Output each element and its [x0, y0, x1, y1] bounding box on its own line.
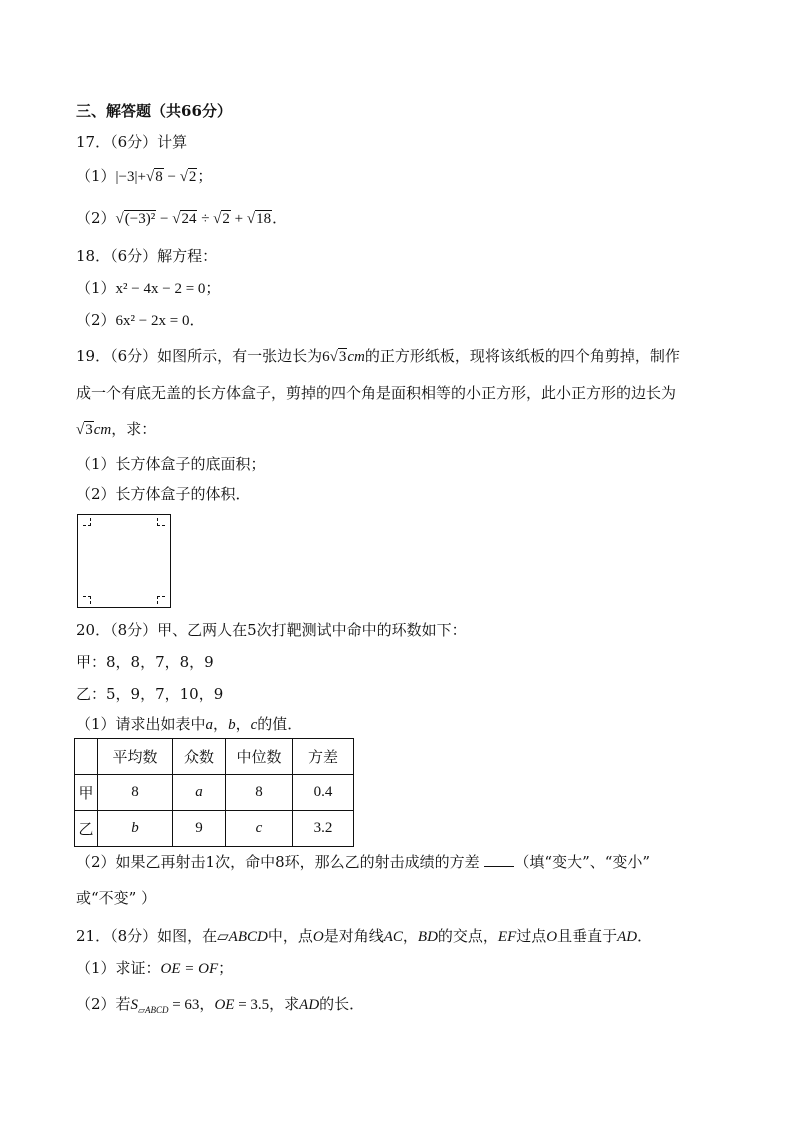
q19-line3 [76, 419, 156, 440]
q17-part1 [76, 166, 212, 187]
sqrt-sign: √ [115, 211, 124, 227]
table-cell: c [226, 811, 293, 847]
corner-cut-mark [157, 518, 165, 526]
punct: ； [218, 959, 234, 977]
punct: ， [235, 715, 251, 733]
text: 是对角线 [323, 927, 384, 945]
part-label: （2） [76, 311, 116, 329]
text: （填“变大”、“变小” [514, 853, 651, 871]
table-header-row [75, 739, 354, 775]
math-expr: = 63， [168, 997, 215, 1013]
segment-label: AD [617, 929, 638, 945]
text: 过点 [516, 927, 547, 945]
text: 的值． [257, 715, 303, 733]
q21-part2 [76, 994, 364, 1020]
q19-line1 [76, 346, 680, 367]
q18-part1 [76, 278, 220, 299]
corner-cut-mark [157, 596, 165, 604]
sqrt-sign: √ [329, 349, 338, 365]
q19-part2: （2）长方体盒子的体积． [76, 485, 251, 503]
operator: − [163, 169, 180, 185]
text: ， [402, 927, 418, 945]
table-cell: b [98, 811, 173, 847]
q21-stem [76, 926, 652, 947]
radicand: (−3)² [124, 211, 156, 227]
part-label: （2） [76, 209, 116, 227]
table-cell: 乙 [75, 811, 98, 847]
table-row [75, 811, 354, 847]
score-table [74, 738, 354, 847]
text: 的交点， [437, 927, 498, 945]
unit: cm [347, 349, 365, 365]
table-header-cell: 方差 [293, 739, 354, 775]
text: （1）请求出如表中 [76, 715, 206, 733]
q20-part2-cont: 或“不变” ） [76, 889, 157, 907]
q19-line2: 成一个有底无盖的长方体盒子，剪掉的四个角是面积相等的小正方形，此小正方形的边长为 [76, 384, 677, 402]
table-row [75, 775, 354, 811]
section-heading: 三、解答题（共66分） [76, 102, 232, 120]
q19-part1: （1）长方体盒子的底面积； [76, 455, 266, 473]
unit: cm [93, 422, 112, 438]
operator: + [230, 211, 247, 227]
table-cell: 8 [98, 775, 173, 811]
punct: ． [272, 209, 288, 227]
var-c: c [250, 717, 258, 733]
text: （2）若 [76, 995, 131, 1013]
math-expr: OE = OF [160, 961, 219, 977]
math-expr: |−3|+ [115, 169, 146, 185]
text: 中，点 [267, 927, 313, 945]
table-header-cell: 平均数 [98, 739, 173, 775]
point-label: O [546, 929, 558, 945]
radicand: 2 [188, 169, 197, 185]
table-cell: 0.4 [293, 775, 354, 811]
q20-yi-scores: 乙：5，9，7，10，9 [76, 685, 224, 703]
answer-blank [484, 852, 514, 867]
corner-cut-mark [83, 518, 91, 526]
text: ． [637, 927, 653, 945]
table-header-cell [75, 739, 98, 775]
text: （1）求证： [76, 959, 161, 977]
q20-part1 [76, 714, 302, 735]
table-header-cell: 中位数 [226, 739, 293, 775]
segment-label: AC [383, 929, 403, 945]
area-subscript: ▱ABCD [138, 1005, 169, 1015]
sqrt-sign: √ [76, 422, 85, 438]
part-label: （1） [76, 279, 116, 297]
radicand: 18 [256, 211, 272, 227]
equation: 6x² − 2x = 0． [115, 313, 205, 329]
q18-part2 [76, 310, 204, 331]
operator: − [156, 211, 173, 227]
text: （2）如果乙再射击1次，命中8环，那么乙的射击成绩的方差 [76, 853, 480, 871]
sqrt-sign: √ [246, 211, 256, 227]
punct: 的长． [319, 995, 365, 1013]
radicand: 3 [85, 422, 93, 438]
sqrt-sign: √ [172, 211, 181, 227]
coef: 6 [322, 349, 330, 365]
punct: ， [213, 715, 229, 733]
radicand: 2 [222, 211, 230, 227]
q20-stem: 20．（8分）甲、乙两人在5次打靶测试中命中的环数如下： [76, 621, 467, 639]
text: 的正方形纸板，现将该纸板的四个角剪掉，制作 [364, 347, 680, 365]
q17-part2 [76, 208, 287, 229]
equation: x² − 4x − 2 = 0； [115, 281, 221, 297]
segment-label: AD [299, 997, 320, 1013]
sqrt-sign: √ [213, 211, 222, 227]
radicand: 24 [181, 211, 197, 227]
table-cell: 9 [173, 811, 226, 847]
area-symbol: S [130, 997, 139, 1013]
q21-part1 [76, 958, 233, 979]
q17-stem: 17．（6分）计算 [76, 133, 188, 151]
segment-label: BD [417, 929, 438, 945]
punct: ； [197, 167, 213, 185]
table-header-cell: 众数 [173, 739, 226, 775]
var-a: a [205, 717, 214, 733]
radicand: 8 [155, 169, 163, 185]
point-label: O [312, 929, 324, 945]
square-cardboard-figure [77, 514, 171, 608]
math-expr: = 3.5，求 [234, 997, 300, 1013]
sqrt-sign: √ [145, 169, 155, 185]
segment-label: EF [497, 929, 517, 945]
radicand: 3 [338, 349, 347, 365]
text: 19．（6分）如图所示，有一张边长为 [76, 347, 323, 365]
table-cell: 8 [226, 775, 293, 811]
sqrt-sign: √ [179, 169, 188, 185]
part-label: （1） [76, 167, 116, 185]
q20-part2 [76, 852, 650, 872]
operator: ÷ [197, 211, 214, 227]
text: 21．（8分）如图，在 [76, 927, 218, 945]
segment-label: OE [214, 997, 235, 1013]
text: 且垂直于 [557, 927, 618, 945]
corner-cut-mark [83, 596, 91, 604]
table-cell: a [173, 775, 226, 811]
parallelogram-symbol: ▱ABCD [217, 929, 268, 945]
q18-stem: 18．（6分）解方程： [76, 247, 218, 265]
var-b: b [228, 717, 236, 733]
table-cell: 甲 [75, 775, 98, 811]
q20-jia-scores: 甲：8，8，7，8，9 [76, 653, 214, 671]
text: ，求： [111, 420, 157, 438]
table-cell: 3.2 [293, 811, 354, 847]
